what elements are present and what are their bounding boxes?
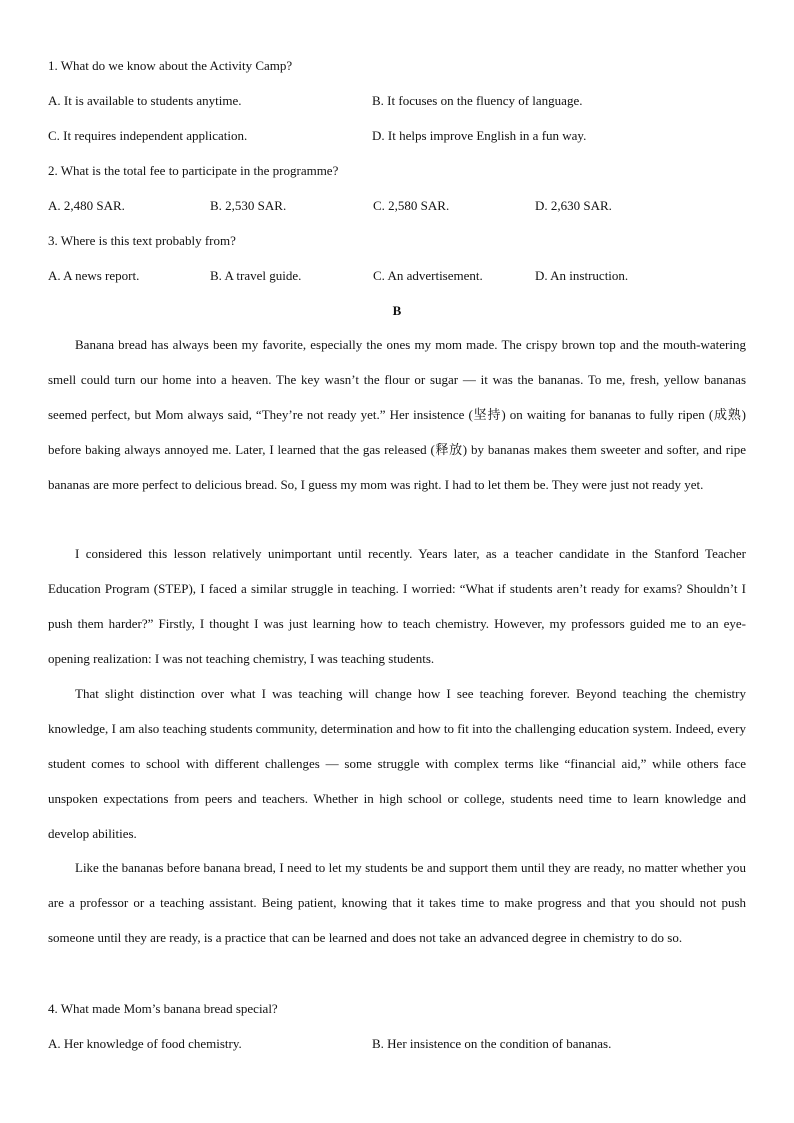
question-3-option-d: D. An instruction. (535, 268, 629, 283)
question-1-option-b: B. It focuses on the fluency of language. (372, 93, 583, 108)
question-2-option-b: B. 2,530 SAR. (210, 198, 287, 213)
question-2-option-d: D. 2,630 SAR. (535, 198, 612, 213)
question-3-option-c: C. An advertisement. (373, 268, 483, 283)
question-1-option-a: A. It is available to students anytime. (48, 93, 242, 108)
question-2-stem: 2. What is the total fee to participate in the programme? (48, 163, 339, 178)
question-1-option-c: C. It requires independent application. (48, 128, 248, 143)
passage-paragraph-2: I considered this lesson relatively unimportant until recently. Years later, as a teacher candidate in the Stanford Teacher Education Program (STEP), I faced a similar struggle in teaching. I worried: “What if students aren’t ready for exams? Shouldn’t I push them harder?” Firstly, I thought I was just learning how to teach chemistry. However, my professors guided me to an eye-opening realization: I was not teaching chemistry, I was teaching students. (48, 546, 746, 666)
question-2-option-a: A. 2,480 SAR. (48, 198, 125, 213)
question-3-option-b: B. A travel guide. (210, 268, 302, 283)
question-3-option-a: A. A news report. (48, 268, 140, 283)
question-4-stem: 4. What made Mom’s banana bread special? (48, 1001, 278, 1016)
question-4-option-b: B. Her insistence on the condition of bananas. (372, 1036, 612, 1051)
question-1-option-d: D. It helps improve English in a fun way. (372, 128, 587, 143)
passage-paragraph-3: That slight distinction over what I was teaching will change how I see teaching forever. Beyond teaching the chemistry knowledge, I am also teaching students community, determination and how to fit into the challenging education system. Indeed, every student comes to school with different challenges — some struggle with complex terms like “financial aid,” while others face unspoken expectations from peers and teachers. Whether in high school or college, students need time to learn knowledge and develop abilities. (48, 686, 746, 841)
passage-paragraph-4: Like the bananas before banana bread, I need to let my students be and support them until they are ready, no matter whether you are a professor or a teaching assistant. Being patient, knowing that it takes time to make progress and that you should not push someone until they are ready, is a practice that can be learned and does not take an advanced degree in chemistry to do so. (48, 860, 746, 945)
question-3-stem: 3. Where is this text probably from? (48, 233, 236, 248)
question-2-option-c: C. 2,580 SAR. (373, 198, 450, 213)
question-4-option-a: A. Her knowledge of food chemistry. (48, 1036, 242, 1051)
passage-paragraph-1: Banana bread has always been my favorite, especially the ones my mom made. The crispy brown top and the mouth-watering smell could turn our home into a heaven. The key wasn’t the flour or sugar — it was the bananas. To me, fresh, yellow bananas seemed perfect, but Mom always said, “They’re not ready yet.” Her insistence (坚持) on waiting for bananas to fully ripen (成熟) before baking always annoyed me. Later, I learned that the gas released (释放) by bananas makes them sweeter and softer, and ripe bananas are more perfect to delicious bread. So, I guess my mom was right. I had to let them be. They were just not ready yet. (48, 337, 746, 492)
section-heading: B (392, 303, 402, 318)
question-1-stem: 1. What do we know about the Activity Camp? (48, 58, 293, 73)
